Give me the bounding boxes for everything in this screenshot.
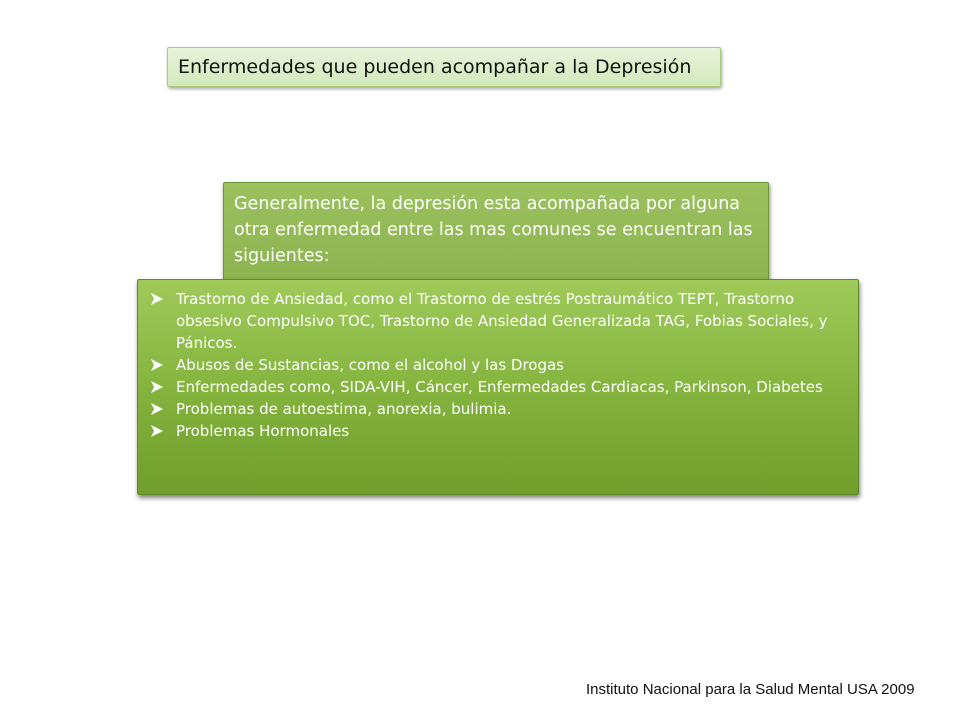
list-item-text: Trastorno de Ansiedad, como el Trastorno de estrés Postraumático TEPT, Trastorno obsesivo Compulsivo TOC, Trastorno de Ansiedad Generalizada TAG, Fobias Sociales, y Pánicos.: [176, 290, 828, 352]
intro-text: Generalmente, la depresión esta acompañada por alguna otra enfermedad entre las mas comunes se encuentran las siguientes:: [234, 194, 753, 266]
list-item: [150, 288, 842, 354]
arrow-bullet-icon: [150, 420, 176, 442]
slide-title: Enfermedades que pueden acompañar a la Depresión: [178, 56, 692, 78]
list-item-text: Problemas Hormonales: [176, 422, 350, 440]
arrow-bullet-icon: [150, 376, 176, 398]
arrow-bullet-icon: [150, 288, 176, 310]
list-item-text: Enfermedades como, SIDA-VIH, Cáncer, Enfermedades Cardiacas, Parkinson, Diabetes: [176, 378, 823, 396]
list-item-text: Problemas de autoestima, anorexia, bulimia.: [176, 400, 512, 418]
arrow-bullet-icon: [150, 354, 176, 376]
arrow-bullet-icon: [150, 398, 176, 420]
list-item-text: Abusos de Sustancias, como el alcohol y las Drogas: [176, 356, 564, 374]
intro-box: [223, 182, 769, 286]
list-item: [150, 354, 842, 376]
list-item: [150, 398, 842, 420]
slide-title-box: [167, 47, 721, 87]
conditions-list-box: [137, 279, 859, 495]
list-item: [150, 376, 842, 398]
conditions-list: [150, 288, 842, 442]
list-item: [150, 420, 842, 442]
source-citation: Instituto Nacional para la Salud Mental USA 2009: [586, 681, 915, 698]
